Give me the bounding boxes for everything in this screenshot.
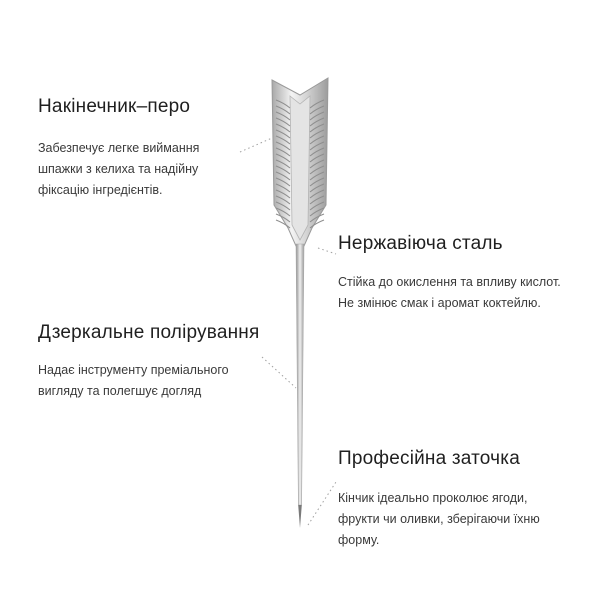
leader-line-polish xyxy=(262,357,296,388)
feature-professional-sharpening xyxy=(338,448,568,551)
feature-mirror-polish xyxy=(38,322,259,402)
feature-description: Забезпечує легке виймання шпажки з келиха та надійну фіксацію інгредієнтів. xyxy=(38,141,200,197)
feature-description: Кінчик ідеально проколює ягоди, фрукти чи оливки, зберігаючи їхню форму. xyxy=(338,491,540,547)
pick-point xyxy=(298,505,302,528)
feature-title: Професійна заточка xyxy=(338,448,520,469)
pick-shaft xyxy=(296,244,304,505)
leader-line-tip xyxy=(240,138,272,152)
feature-description: Надає інструменту преміального вигляду та полегшує догляд xyxy=(38,363,229,398)
leader-line-point xyxy=(308,482,336,525)
feature-title: Дзеркальне полірування xyxy=(38,322,260,343)
feature-stainless-steel xyxy=(338,233,568,314)
feature-title: Нержавіюча сталь xyxy=(338,233,503,254)
feather-head xyxy=(272,78,328,246)
feature-description: Стійка до окислення та впливу кислот. Не змінює смак і аромат коктейлю. xyxy=(338,275,561,310)
feature-feather-tip xyxy=(38,96,238,201)
feature-title: Накінечник–перо xyxy=(38,96,191,117)
leader-line-steel xyxy=(318,248,336,254)
